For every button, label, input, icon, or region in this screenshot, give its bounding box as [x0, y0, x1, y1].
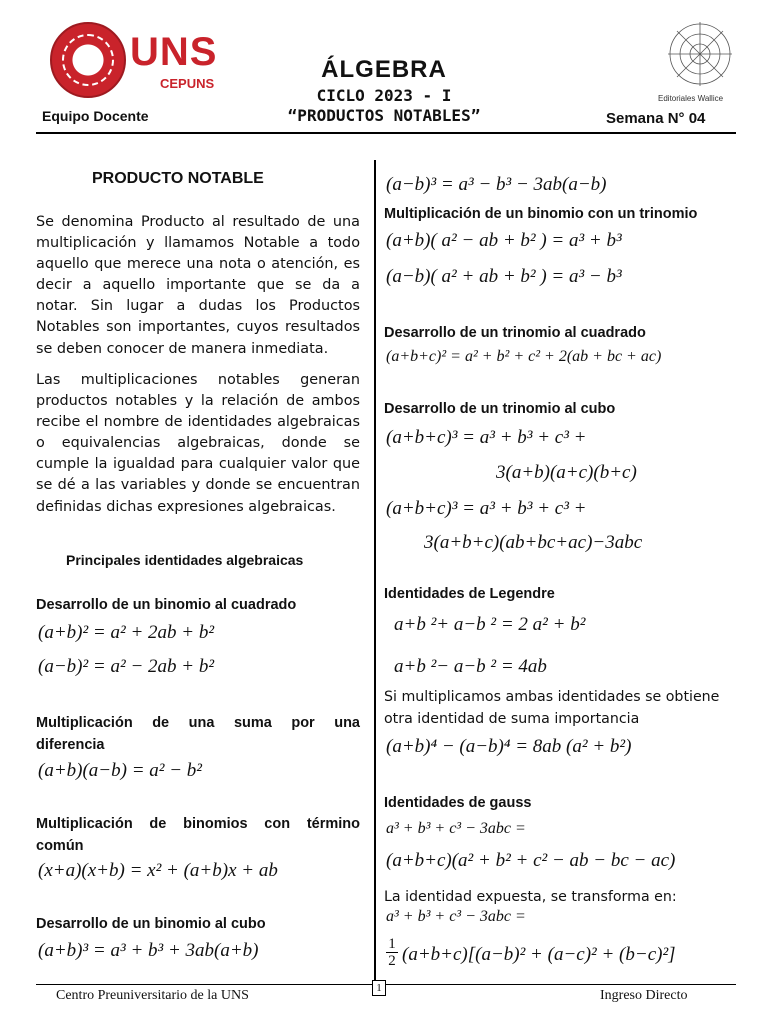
intro-paragraph-2: Las multiplicaciones notables generan productos notables y la relación de ambos recibe el nombre de identidades algebraicas o equivalencias algebraicas, donde se cumple la igualdad para cualquier valor que se dé a las variables y donde se encuentran definidas dichas expresiones algebraicas.: [36, 372, 360, 515]
equation: a+b ²+ a−b ² = 2 a² + b²: [394, 614, 586, 635]
equation: (a+b+c)² = a² + b² + c² + 2(ab + bc + ac): [386, 348, 662, 365]
equation: 3(a+b+c)(ab+bc+ac)−3abc: [424, 532, 643, 553]
equation: (a+b)² = a² + 2ab + b²: [38, 622, 215, 643]
right-logo-caption: Editoriales Wallice: [658, 94, 724, 103]
note-paragraph: Si multiplicamos ambas identidades se obtiene otra identidad de suma importancia: [384, 689, 720, 727]
equation: 3(a+b)(a+c)(b+c): [496, 462, 637, 483]
heading-trinomio-cubo: Desarrollo de un trinomio al cubo: [384, 401, 616, 417]
heading-termino-comun: Multiplicación de binomios con término: [36, 816, 360, 832]
equation: (a−b)( a² + ab + b² ) = a³ − b³: [386, 266, 622, 287]
cepuns-logo-text: CEPUNS: [160, 76, 215, 91]
cycle-label: CICLO 2023 - I: [316, 86, 452, 105]
intro-paragraph: Se denomina Producto al resultado de una multiplicación y llamamos Notable a todo aquello que merece una nota o atención, es decir a aquello importante que se da a notar. Sin lugar a dudas los Productos Notables son importantes, cuyos resultados se deben conocer de manera inmediata.: [36, 214, 360, 357]
heading-suma-diferencia-2: diferencia: [36, 737, 105, 753]
footer-rule: [36, 984, 736, 985]
heading-binomio-cuadrado: Desarrollo de un binomio al cuadrado: [36, 597, 297, 613]
heading-termino-comun-2: común: [36, 838, 84, 854]
equation: (a+b)⁴ − (a−b)⁴ = 8ab (a² + b²): [386, 736, 632, 757]
equation: a+b ²− a−b ² = 4ab: [394, 656, 547, 677]
footer-right: Ingreso Directo: [600, 988, 688, 1003]
equation: (a+b+c)³ = a³ + b³ + c³ +: [386, 498, 587, 519]
equation: (a+b+c)[(a−b)² + (a−c)² + (b−c)²]: [402, 944, 676, 965]
heading-trinomio-cuadrado: Desarrollo de un trinomio al cuadrado: [384, 325, 646, 341]
heading-suma-diferencia: Multiplicación de una suma por una: [36, 715, 360, 731]
subsection-title: Principales identidades algebraicas: [66, 552, 304, 568]
equation: a³ + b³ + c³ − 3abc =: [386, 908, 526, 925]
heading-gauss: Identidades de gauss: [384, 795, 532, 811]
equation: (a+b+c)³ = a³ + b³ + c³ +: [386, 427, 587, 448]
page-title: ÁLGEBRA: [321, 56, 447, 83]
equation: (x+a)(x+b) = x² + (a+b)x + ab: [38, 860, 278, 881]
week-label: Semana N° 04: [606, 110, 706, 127]
equation: (a+b+c)(a² + b² + c² − ab − bc − ac): [386, 850, 676, 871]
equation: (a−b)² = a² − 2ab + b²: [38, 656, 215, 677]
topic-label: “PRODUCTOS NOTABLES”: [287, 106, 481, 125]
heading-binomio-trinomio: Multiplicación de un binomio con un trinomio: [384, 206, 698, 222]
heading-legendre: Identidades de Legendre: [384, 586, 555, 602]
equation: a³ + b³ + c³ − 3abc =: [386, 820, 526, 837]
column-divider: [374, 160, 376, 982]
equation: (a+b)( a² − ab + b² ) = a³ + b³: [386, 230, 622, 251]
team-label: Equipo Docente: [42, 108, 149, 124]
footer-left: Centro Preuniversitario de la UNS: [56, 988, 249, 1003]
equation: (a+b)³ = a³ + b³ + 3ab(a+b): [38, 940, 259, 961]
fraction-denominator: 2: [388, 953, 396, 969]
spiderweb-logo: [664, 18, 736, 90]
page-number: 1: [372, 980, 386, 996]
heading-binomio-cubo: Desarrollo de un binomio al cubo: [36, 916, 266, 932]
fraction-numerator: 1: [386, 936, 398, 953]
section-title: PRODUCTO NOTABLE: [92, 170, 264, 187]
uns-logo-text: UNS: [130, 30, 218, 74]
fraction: [386, 936, 398, 969]
equation: (a−b)³ = a³ − b³ − 3ab(a−b): [386, 174, 607, 195]
header-rule: [36, 132, 736, 134]
equation: (a+b)(a−b) = a² − b²: [38, 760, 202, 781]
note-paragraph: La identidad expuesta, se transforma en:: [384, 889, 677, 905]
